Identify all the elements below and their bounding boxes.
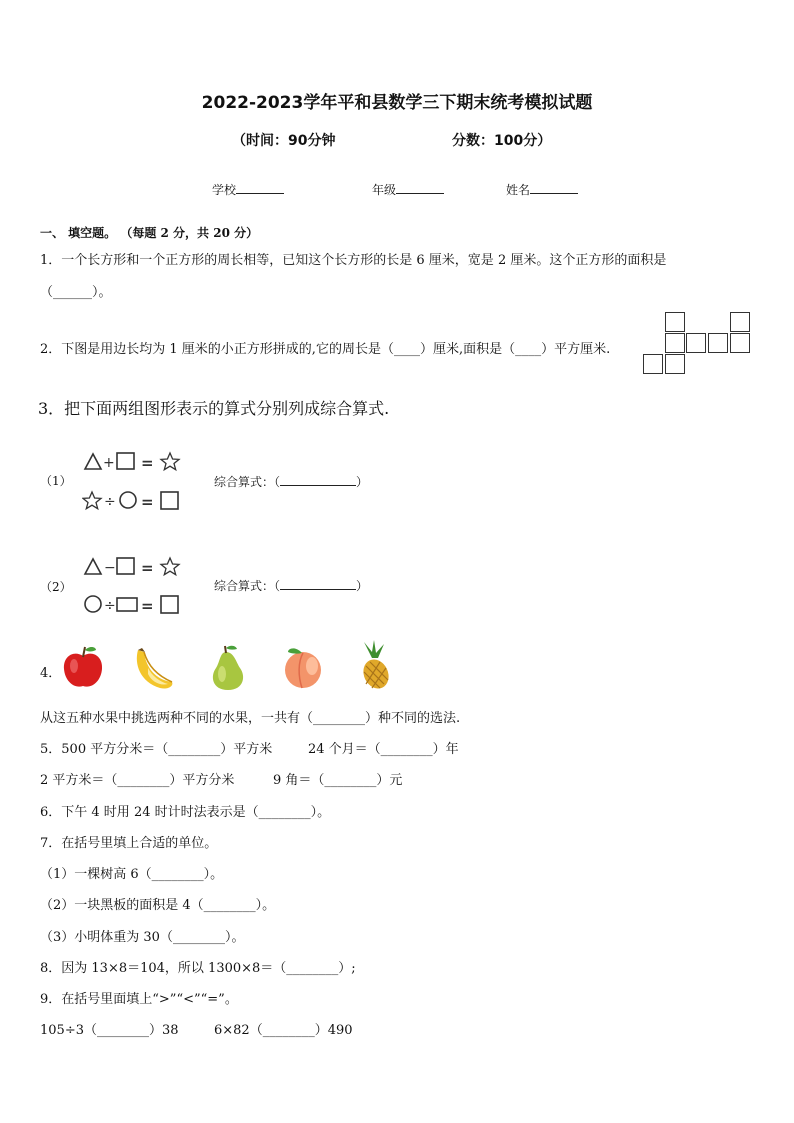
- square-icon: [117, 453, 134, 469]
- question-5-c: 2 平方米＝（________）平方分米: [40, 773, 235, 788]
- school-field: [212, 181, 284, 198]
- grade-label: 年级: [372, 183, 397, 197]
- q3-formula-1: 综合算式：（ ）: [214, 475, 369, 489]
- circle-icon: [120, 492, 136, 508]
- pear-icon: [206, 644, 250, 692]
- q3-answer-2-blank[interactable]: [280, 577, 356, 590]
- name-label: 姓名: [506, 183, 531, 197]
- apple-icon: [60, 644, 106, 690]
- question-5-b: 24 个月＝（________）年: [308, 742, 459, 757]
- svg-text:=: =: [141, 454, 154, 472]
- name-field: [506, 181, 578, 198]
- question-7-3: （3）小明体重为 30（________）。: [40, 930, 245, 945]
- exam-score: 分数：100分）: [452, 133, 552, 149]
- page-title: 2022-2023学年平和县数学三下期末统考模拟试题: [201, 93, 593, 113]
- square-icon: [161, 492, 178, 509]
- question-3: 3．把下面两组图形表示的算式分别列成综合算式.: [38, 399, 390, 418]
- square-icon: [161, 596, 178, 613]
- grade-field: [372, 181, 444, 198]
- grade-blank[interactable]: [396, 181, 444, 194]
- equation-triangle-minus-square: [82, 555, 182, 577]
- svg-text:−: −: [104, 560, 116, 576]
- equation-circle-div-rect: [82, 593, 182, 615]
- question-2: 2．下图是用边长均为 1 厘米的小正方形拼成的,它的周长是（____）厘米,面积是（____）平方厘米.: [40, 342, 611, 357]
- q3-part-2-label: （2）: [40, 580, 72, 594]
- question-7-1: （1）一棵树高 6（________）。: [40, 867, 224, 882]
- svg-text:+: +: [103, 455, 115, 471]
- question-9-b: 6×82（________）490: [214, 1023, 353, 1038]
- triangle-icon: [85, 454, 101, 469]
- question-7-2: （2）一块黑板的面积是 4（________）。: [40, 898, 276, 913]
- q3-answer-1-blank[interactable]: [280, 473, 356, 486]
- equation-star-div-circle: [82, 489, 182, 511]
- svg-text:=: =: [141, 493, 154, 511]
- section-heading: 一、 填空题。 （每题 2 分，共 20 分）: [40, 226, 259, 240]
- equation-triangle-plus-square: [82, 450, 182, 472]
- question-1-line-1: 1．一个长方形和一个正方形的周长相等，已知这个长方形的长是 6 厘米，宽是 2 厘米。这个正方形的面积是: [40, 253, 667, 268]
- triangle-icon: [85, 559, 101, 574]
- star-icon: [161, 558, 179, 575]
- svg-text:=: =: [141, 559, 154, 577]
- question-8: 8．因为 13×8＝104，所以 1300×8＝（________）;: [40, 961, 356, 976]
- school-blank[interactable]: [236, 181, 284, 194]
- question-1-line-2: （______）。: [40, 285, 112, 300]
- school-label: 学校: [212, 183, 237, 197]
- question-9-a: 105÷3（________）38: [40, 1023, 179, 1038]
- question-6: 6．下午 4 时用 24 时计时法表示是（________）。: [40, 805, 331, 820]
- question-5-d: 9 角＝（________）元: [273, 773, 403, 788]
- name-blank[interactable]: [530, 181, 578, 194]
- q3-formula-2: 综合算式：（ ）: [214, 579, 369, 593]
- circle-icon: [85, 596, 101, 612]
- exam-time: （时间：90分钟: [232, 133, 336, 149]
- question-4: 从这五种水果中挑选两种不同的水果，一共有（________）种不同的选法.: [40, 711, 461, 726]
- q3-part-1-label: （1）: [40, 474, 72, 488]
- svg-text:=: =: [141, 597, 154, 615]
- square-icon: [117, 558, 134, 574]
- banana-icon: [126, 646, 178, 692]
- star-icon: [161, 453, 179, 470]
- pineapple-icon: [350, 640, 396, 692]
- svg-text:÷: ÷: [104, 494, 116, 510]
- question-7: 7．在括号里填上合适的单位。: [40, 836, 218, 851]
- star-icon: [83, 492, 101, 509]
- question-9: 9．在括号里面填上“>”“<”“=”。: [40, 992, 238, 1007]
- svg-text:÷: ÷: [104, 598, 116, 614]
- peach-icon: [280, 644, 326, 690]
- rectangle-icon: [117, 598, 137, 611]
- question-5-a: 5．500 平方分米＝（________）平方米: [40, 742, 273, 757]
- question-4-number: 4．: [40, 666, 62, 681]
